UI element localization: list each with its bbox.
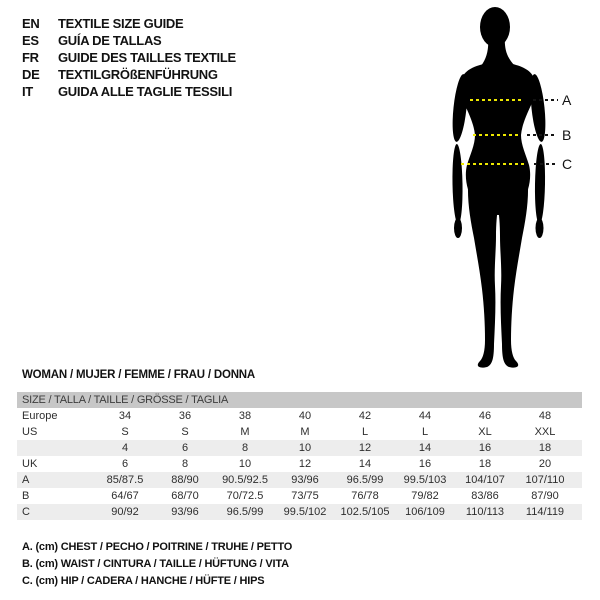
lang-title: GUIDE DES TAILLES TEXTILE bbox=[58, 50, 236, 65]
row-label: UK bbox=[22, 458, 38, 470]
table-cell: 70/72.5 bbox=[226, 490, 264, 502]
lang-row-es bbox=[22, 32, 236, 49]
lang-title: GUIDA ALLE TAGLIE TESSILI bbox=[58, 84, 233, 99]
size-table bbox=[17, 392, 582, 520]
table-cell: 10 bbox=[298, 442, 312, 454]
lang-code: ES bbox=[22, 33, 39, 48]
table-cell: 8 bbox=[181, 458, 189, 470]
table-cell: 36 bbox=[178, 410, 192, 422]
table-cell: 68/70 bbox=[171, 490, 199, 502]
table-cell: 4 bbox=[121, 442, 129, 454]
table-cell: 93/96 bbox=[291, 474, 319, 486]
table-cell: 99.5/102 bbox=[283, 506, 327, 518]
table-cell: 88/90 bbox=[171, 474, 199, 486]
lang-code: IT bbox=[22, 84, 33, 99]
row-label: C bbox=[22, 506, 30, 518]
row-label: B bbox=[22, 490, 30, 502]
legend-chest: A. (cm) CHEST / PECHO / POITRINE / TRUHE / PETTO bbox=[22, 541, 293, 553]
lang-code: DE bbox=[22, 67, 40, 82]
chest-marker-label: A bbox=[562, 92, 572, 108]
table-cell: 85/87.5 bbox=[106, 474, 144, 486]
lang-code: FR bbox=[22, 50, 39, 65]
lang-title: GUÍA DE TALLAS bbox=[58, 33, 162, 48]
chest-line-leader bbox=[533, 99, 558, 101]
table-cell: 83/86 bbox=[471, 490, 499, 502]
row-label: US bbox=[22, 426, 38, 438]
table-cell: 6 bbox=[121, 458, 129, 470]
size-table-body bbox=[17, 408, 582, 520]
measurement-legend bbox=[22, 539, 292, 590]
table-cell: 90/92 bbox=[111, 506, 139, 518]
table-cell: 42 bbox=[358, 410, 372, 422]
waist-marker-label: B bbox=[562, 127, 572, 143]
legend-waist: B. (cm) WAIST / CINTURA / TAILLE / HÜFTUNG / VITA bbox=[22, 558, 289, 570]
table-cell: 87/90 bbox=[531, 490, 559, 502]
table-row bbox=[17, 408, 582, 424]
table-cell: 79/82 bbox=[411, 490, 439, 502]
language-title-block bbox=[22, 15, 236, 100]
table-cell: 40 bbox=[298, 410, 312, 422]
table-cell: L bbox=[421, 426, 429, 438]
table-cell: XL bbox=[478, 426, 492, 438]
table-row bbox=[17, 504, 582, 520]
row-label bbox=[17, 440, 95, 456]
row-label: Europe bbox=[22, 410, 58, 422]
table-cell: 106/109 bbox=[405, 506, 445, 518]
row-label: A bbox=[22, 474, 30, 486]
table-cell: 110/113 bbox=[465, 506, 505, 518]
table-cell: 46 bbox=[478, 410, 492, 422]
table-cell: 96.5/99 bbox=[226, 506, 264, 518]
table-cell: 102.5/105 bbox=[340, 506, 390, 518]
table-cell: 76/78 bbox=[351, 490, 379, 502]
table-cell: 48 bbox=[538, 410, 552, 422]
table-cell: 114/119 bbox=[525, 506, 565, 518]
table-cell: 107/110 bbox=[525, 474, 565, 486]
table-cell: 104/107 bbox=[465, 474, 505, 486]
table-cell: 18 bbox=[478, 458, 492, 470]
table-cell: 90.5/92.5 bbox=[222, 474, 268, 486]
table-cell: S bbox=[181, 426, 189, 438]
table-row bbox=[17, 488, 582, 504]
table-cell: 96.5/99 bbox=[346, 474, 384, 486]
table-cell: 12 bbox=[358, 442, 372, 454]
lang-title: TEXTILE SIZE GUIDE bbox=[58, 16, 184, 31]
size-table-header: SIZE / TALLA / TAILLE / GRÖSSE / TAGLIA bbox=[17, 392, 582, 408]
legend-hip: C. (cm) HIP / CADERA / HANCHE / HÜFTE / HIPS bbox=[22, 575, 265, 587]
table-cell: 6 bbox=[181, 442, 189, 454]
lang-title: TEXTILGRÖßENFÜHRUNG bbox=[58, 67, 218, 82]
lang-code: EN bbox=[22, 16, 40, 31]
table-row bbox=[17, 456, 582, 472]
lang-row-fr bbox=[22, 49, 236, 66]
lang-row-en bbox=[22, 15, 236, 32]
table-cell: 18 bbox=[538, 442, 552, 454]
table-cell: M bbox=[240, 426, 250, 438]
table-title: WOMAN / MUJER / FEMME / FRAU / DONNA bbox=[22, 369, 256, 381]
table-cell: 73/75 bbox=[291, 490, 319, 502]
table-cell: M bbox=[300, 426, 310, 438]
hip-line-yellow bbox=[461, 163, 526, 165]
lang-row-it bbox=[22, 83, 236, 100]
table-cell: 99.5/103 bbox=[403, 474, 447, 486]
waist-line-leader bbox=[527, 134, 557, 136]
table-cell: XXL bbox=[534, 426, 556, 438]
table-cell: S bbox=[121, 426, 129, 438]
chest-line-yellow bbox=[470, 99, 524, 101]
table-row bbox=[17, 424, 582, 440]
table-cell: 12 bbox=[298, 458, 312, 470]
hip-marker-label: C bbox=[562, 156, 573, 172]
woman-silhouette-image bbox=[443, 4, 563, 369]
waist-line-yellow bbox=[473, 134, 519, 136]
table-row bbox=[17, 440, 582, 456]
table-cell: 14 bbox=[358, 458, 372, 470]
lang-row-de bbox=[22, 66, 236, 83]
table-cell: 10 bbox=[238, 458, 252, 470]
table-cell: 38 bbox=[238, 410, 252, 422]
table-cell: 34 bbox=[118, 410, 132, 422]
table-row bbox=[17, 472, 582, 488]
table-cell: 44 bbox=[418, 410, 432, 422]
table-cell: 14 bbox=[418, 442, 432, 454]
table-cell: L bbox=[361, 426, 369, 438]
table-cell: 16 bbox=[478, 442, 492, 454]
table-cell: 64/67 bbox=[111, 490, 139, 502]
table-cell: 93/96 bbox=[171, 506, 199, 518]
table-cell: 20 bbox=[538, 458, 552, 470]
hip-line-leader bbox=[534, 163, 557, 165]
table-cell: 8 bbox=[241, 442, 249, 454]
table-cell: 16 bbox=[418, 458, 432, 470]
woman-silhouette-figure bbox=[443, 4, 563, 369]
